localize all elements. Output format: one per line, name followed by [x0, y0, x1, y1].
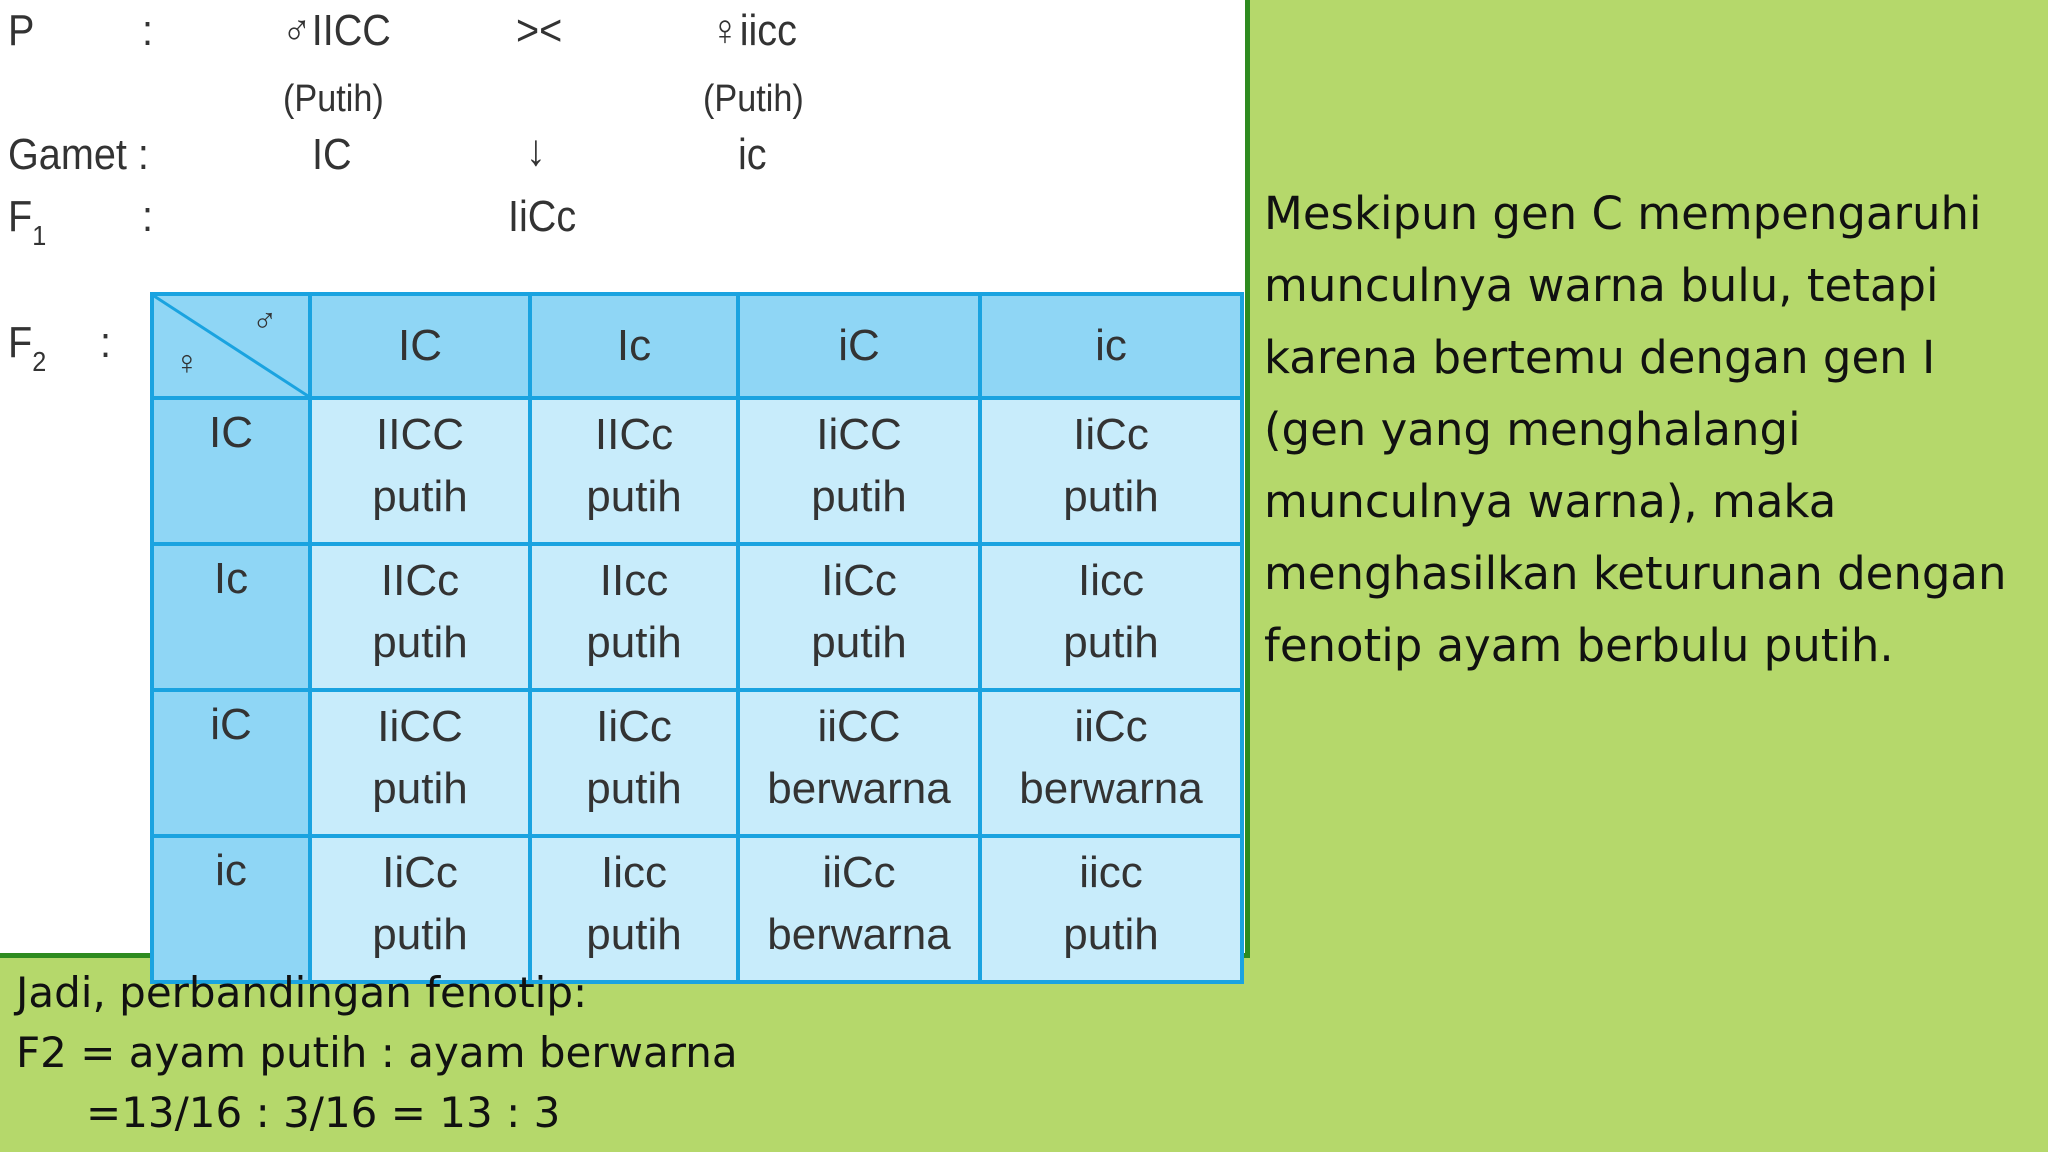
cell-genotype: IiCc: [1073, 410, 1149, 459]
cell-genotype: iicc: [1079, 848, 1143, 897]
row-header: IC: [152, 398, 310, 544]
cell-genotype: IiCc: [821, 556, 897, 605]
p-colon: :: [142, 6, 154, 55]
cell-genotype: iiCc: [822, 848, 896, 897]
punnett-corner: [152, 294, 310, 398]
punnett-row: [152, 690, 1242, 836]
row-header: ic: [152, 836, 310, 982]
cell-genotype: IIcc: [599, 556, 669, 605]
male-symbol-icon: ♂: [252, 302, 278, 340]
female-symbol-icon: ♀: [174, 344, 200, 382]
cell-phenotype: putih: [372, 764, 468, 813]
gamet-label: Gamet :: [8, 130, 149, 179]
cell-phenotype: putih: [811, 472, 907, 521]
f1-colon: :: [142, 192, 154, 241]
punnett-row: [152, 398, 1242, 544]
conclusion-line-1: Jadi, perbandingan fenotip:: [16, 968, 588, 1017]
explanation-text: Meskipun gen C mempengaruhi munculnya warna bulu, tetapi karena bertemu dengan gen I (gen yang menghalangi munculnya warna), maka menghasilkan keturunan dengan fenotip ayam berbulu putih.: [1264, 187, 2007, 672]
punnett-cell: [980, 544, 1242, 690]
punnett-row: [152, 544, 1242, 690]
cell-genotype: IiCc: [382, 848, 458, 897]
male-gamete: IC: [312, 130, 352, 179]
punnett-cell: [530, 398, 738, 544]
cell-phenotype: putih: [1063, 472, 1159, 521]
punnett-cell: [310, 690, 530, 836]
punnett-cell: [738, 544, 980, 690]
female-parent-phenotype: (Putih): [703, 78, 804, 120]
cell-genotype: iiCC: [817, 702, 901, 751]
column-header: iC: [738, 294, 980, 398]
punnett-cell: [738, 836, 980, 982]
cell-phenotype: putih: [372, 472, 468, 521]
cell-genotype: IICc: [380, 556, 460, 605]
cell-phenotype: putih: [811, 618, 907, 667]
cell-genotype: IiCc: [596, 702, 672, 751]
cell-phenotype: putih: [586, 764, 682, 813]
cell-phenotype: putih: [586, 910, 682, 959]
down-arrow-icon: ↓: [526, 126, 546, 175]
cell-genotype: IiCC: [816, 410, 902, 459]
male-parent-phenotype: (Putih): [283, 78, 384, 120]
f1-genotype: IiCc: [508, 192, 577, 241]
cell-genotype: IiCC: [377, 702, 463, 751]
cell-genotype: Iicc: [1078, 556, 1144, 605]
female-gamete: ic: [738, 130, 767, 179]
female-parent-genotype: ♀iicc: [710, 6, 797, 55]
cell-phenotype: putih: [372, 910, 468, 959]
p-label: P: [8, 6, 35, 55]
punnett-cell: [310, 544, 530, 690]
f2-label: $F_2$: [8, 318, 47, 377]
column-header: IC: [310, 294, 530, 398]
cell-phenotype: putih: [586, 472, 682, 521]
row-header: iC: [152, 690, 310, 836]
column-header: ic: [980, 294, 1242, 398]
punnett-cell: [310, 398, 530, 544]
punnett-cell: [738, 690, 980, 836]
punnett-row: [152, 836, 1242, 982]
cross-symbol: ><: [516, 6, 563, 55]
f2-colon: :: [100, 318, 112, 367]
cell-phenotype: berwarna: [767, 764, 951, 813]
cell-genotype: Iicc: [601, 848, 667, 897]
punnett-cell: [530, 836, 738, 982]
cell-phenotype: putih: [586, 618, 682, 667]
punnett-cell: [530, 690, 738, 836]
cell-phenotype: putih: [1063, 910, 1159, 959]
cell-phenotype: putih: [1063, 618, 1159, 667]
cell-phenotype: berwarna: [767, 910, 951, 959]
cell-genotype: IICc: [594, 410, 674, 459]
conclusion-line-2: F2 = ayam putih : ayam berwarna: [16, 1028, 738, 1077]
punnett-cell: [980, 690, 1242, 836]
row-header: Ic: [152, 544, 310, 690]
punnett-cell: [310, 836, 530, 982]
conclusion-line-3: =13/16 : 3/16 = 13 : 3: [86, 1088, 561, 1137]
punnett-square: [150, 292, 1244, 984]
cell-phenotype: putih: [372, 618, 468, 667]
male-parent-genotype: ♂IICC: [282, 6, 391, 55]
column-header: Ic: [530, 294, 738, 398]
punnett-cell: [738, 398, 980, 544]
punnett-cell: [980, 398, 1242, 544]
punnett-cell: [980, 836, 1242, 982]
f1-label: $F_1$: [8, 192, 47, 251]
punnett-cell: [530, 544, 738, 690]
cell-genotype: IICC: [376, 410, 464, 459]
cell-genotype: iiCc: [1074, 702, 1148, 751]
cell-phenotype: berwarna: [1019, 764, 1203, 813]
